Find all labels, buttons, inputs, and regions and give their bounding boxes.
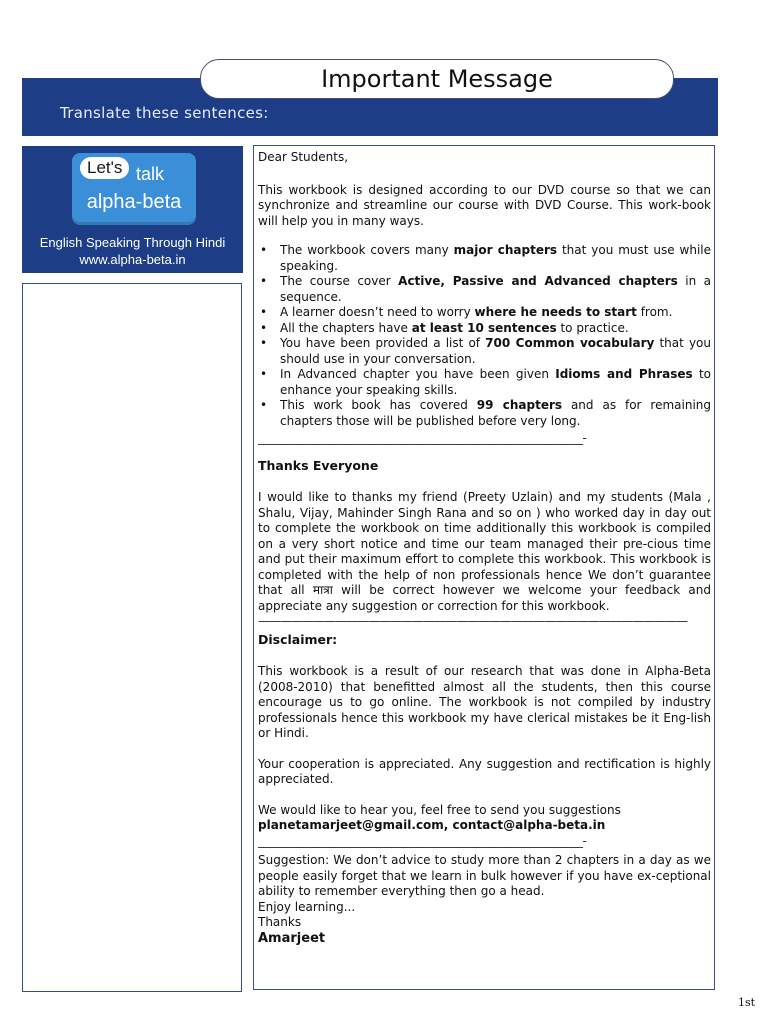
page-number: 1st [738,996,756,1009]
contact-emails: planetamarjeet@gmail.com, contact@alpha-beta.in [258,818,606,832]
list-item-emphasis: at least 10 sentences [411,320,557,335]
signature: Amarjeet [258,930,326,946]
bullet-icon: • [260,367,268,381]
list-item-emphasis: Active, Passive and Advanced chapters [398,274,678,288]
greeting: Dear Students, [258,150,349,164]
list-item-text-end: to practice. [556,320,629,335]
suggestion-paragraph: Suggestion: We don’t advice to study more than 2 chapters in a day as we people easily forget that we learn in bulk however if you have ex-ceptional ability to remember everything then go a head. [258,853,711,898]
disclaimer-paragraph: This workbook is a result of our research that was done in Alpha-Beta (2008-2010) that benefitted almost all the students, then this course encourage us to go online. The workbook is not compiled by industry professionals hence this workbook my have clerical mistakes be it Eng-lish or Hindi. [258,664,711,740]
logo-talk: talk [136,164,165,184]
thanks-text-1: I would like to thanks my friend (Preety Uzlain) and my students (Mala , Shalu, Vijay, Mahinder Singh Rana and so on ) who worked day in day out to complete the workbook on time additionally this workbook is compiled on a very short notice and time our team managed their pre-cious time and put their maximum effort to complete this workbook. This workbook is completed with the help of non professionals hence We don’t guarantee that all [258,490,711,597]
page-title [200,59,674,99]
list-item [258,305,711,321]
bullet-icon: • [260,305,268,319]
disclaimer-heading: Disclaimer: [258,631,338,647]
list-item-text: You have been provided a list of [280,336,486,350]
list-item-text-end: from. [636,305,673,319]
list-item-text: This work book has covered [280,398,477,412]
list-item [258,398,711,429]
list-item [258,367,711,398]
divider-2: ___________________________________________________________- [258,833,587,848]
logo-url: www.alpha-beta.in [79,252,186,267]
bullet-icon: • [260,320,268,335]
list-item-emphasis: 700 Common vocabulary [485,336,655,350]
thanks-paragraph [258,490,711,614]
message-content [253,145,715,990]
list-item [258,321,711,337]
list-item-text-end: that you should use in your conversation. [280,336,712,366]
list-item-text-end: and as for remaining chapters those will be published before very long. [280,398,712,428]
banner-subtitle: Translate these sentences: [60,104,269,122]
list-item-emphasis: 99 chapters [476,398,563,412]
contact-paragraph: We would like to hear you, feel free to send you suggestions [258,802,621,817]
thanks-line: Thanks [258,915,302,929]
list-item-text: The workbook covers many [280,243,454,257]
logo-panel [22,146,243,273]
list-item-text-end: to enhance your speaking skills. [280,367,712,397]
logo-lets-bubble: Let's [80,157,129,179]
matra-word: मात्रा [312,583,333,597]
list-item-emphasis: Idioms and Phrases [555,367,693,381]
cooperation-paragraph: Your cooperation is appreciated. Any suggestion and rectification is highly appreciated. [258,756,711,786]
list-item-text: In Advanced chapter you have been given [280,367,556,381]
list-item-text: All the chapters have [280,320,412,335]
bullet-icon: • [260,243,268,257]
list-item-text-end: that you must use while speaking. [280,243,712,273]
list-item-text: The course cover [280,274,399,288]
list-item [258,274,711,305]
list-item-emphasis: major chapters [453,243,558,257]
bullet-icon: • [260,336,268,350]
logo-badge [72,153,196,225]
page-title-text: Important Message [321,65,553,93]
bullet-icon: • [260,274,268,288]
thanks-text-2: will be correct however we welcome your feedback and appreciate any suggestion or correction for this workbook. [258,583,711,613]
sidebar-empty-box [22,283,242,992]
list-item-text: A learner doesn’t need to worry [280,305,475,319]
divider: ___________________________________________________________- [258,431,587,445]
list-item-text-end: in a sequence. [280,274,712,304]
logo-tagline: English Speaking Through Hindi [39,235,226,250]
list-item [258,336,711,367]
list-item [258,243,711,274]
intro-paragraph: This workbook is designed according to our DVD course so that we can synchronize and streamline our course with DVD Course. This work-book will help you in many ways. [258,182,711,228]
list-item-emphasis: where he needs to start [474,305,637,319]
feature-list [258,243,711,429]
logo-brand: alpha-beta [86,191,182,213]
thanks-heading: Thanks Everyone [258,457,379,473]
enjoy-line: Enjoy learning... [258,899,356,914]
bullet-icon: • [260,398,268,412]
divider-long: ——————————————————————————————————————— [258,614,687,628]
